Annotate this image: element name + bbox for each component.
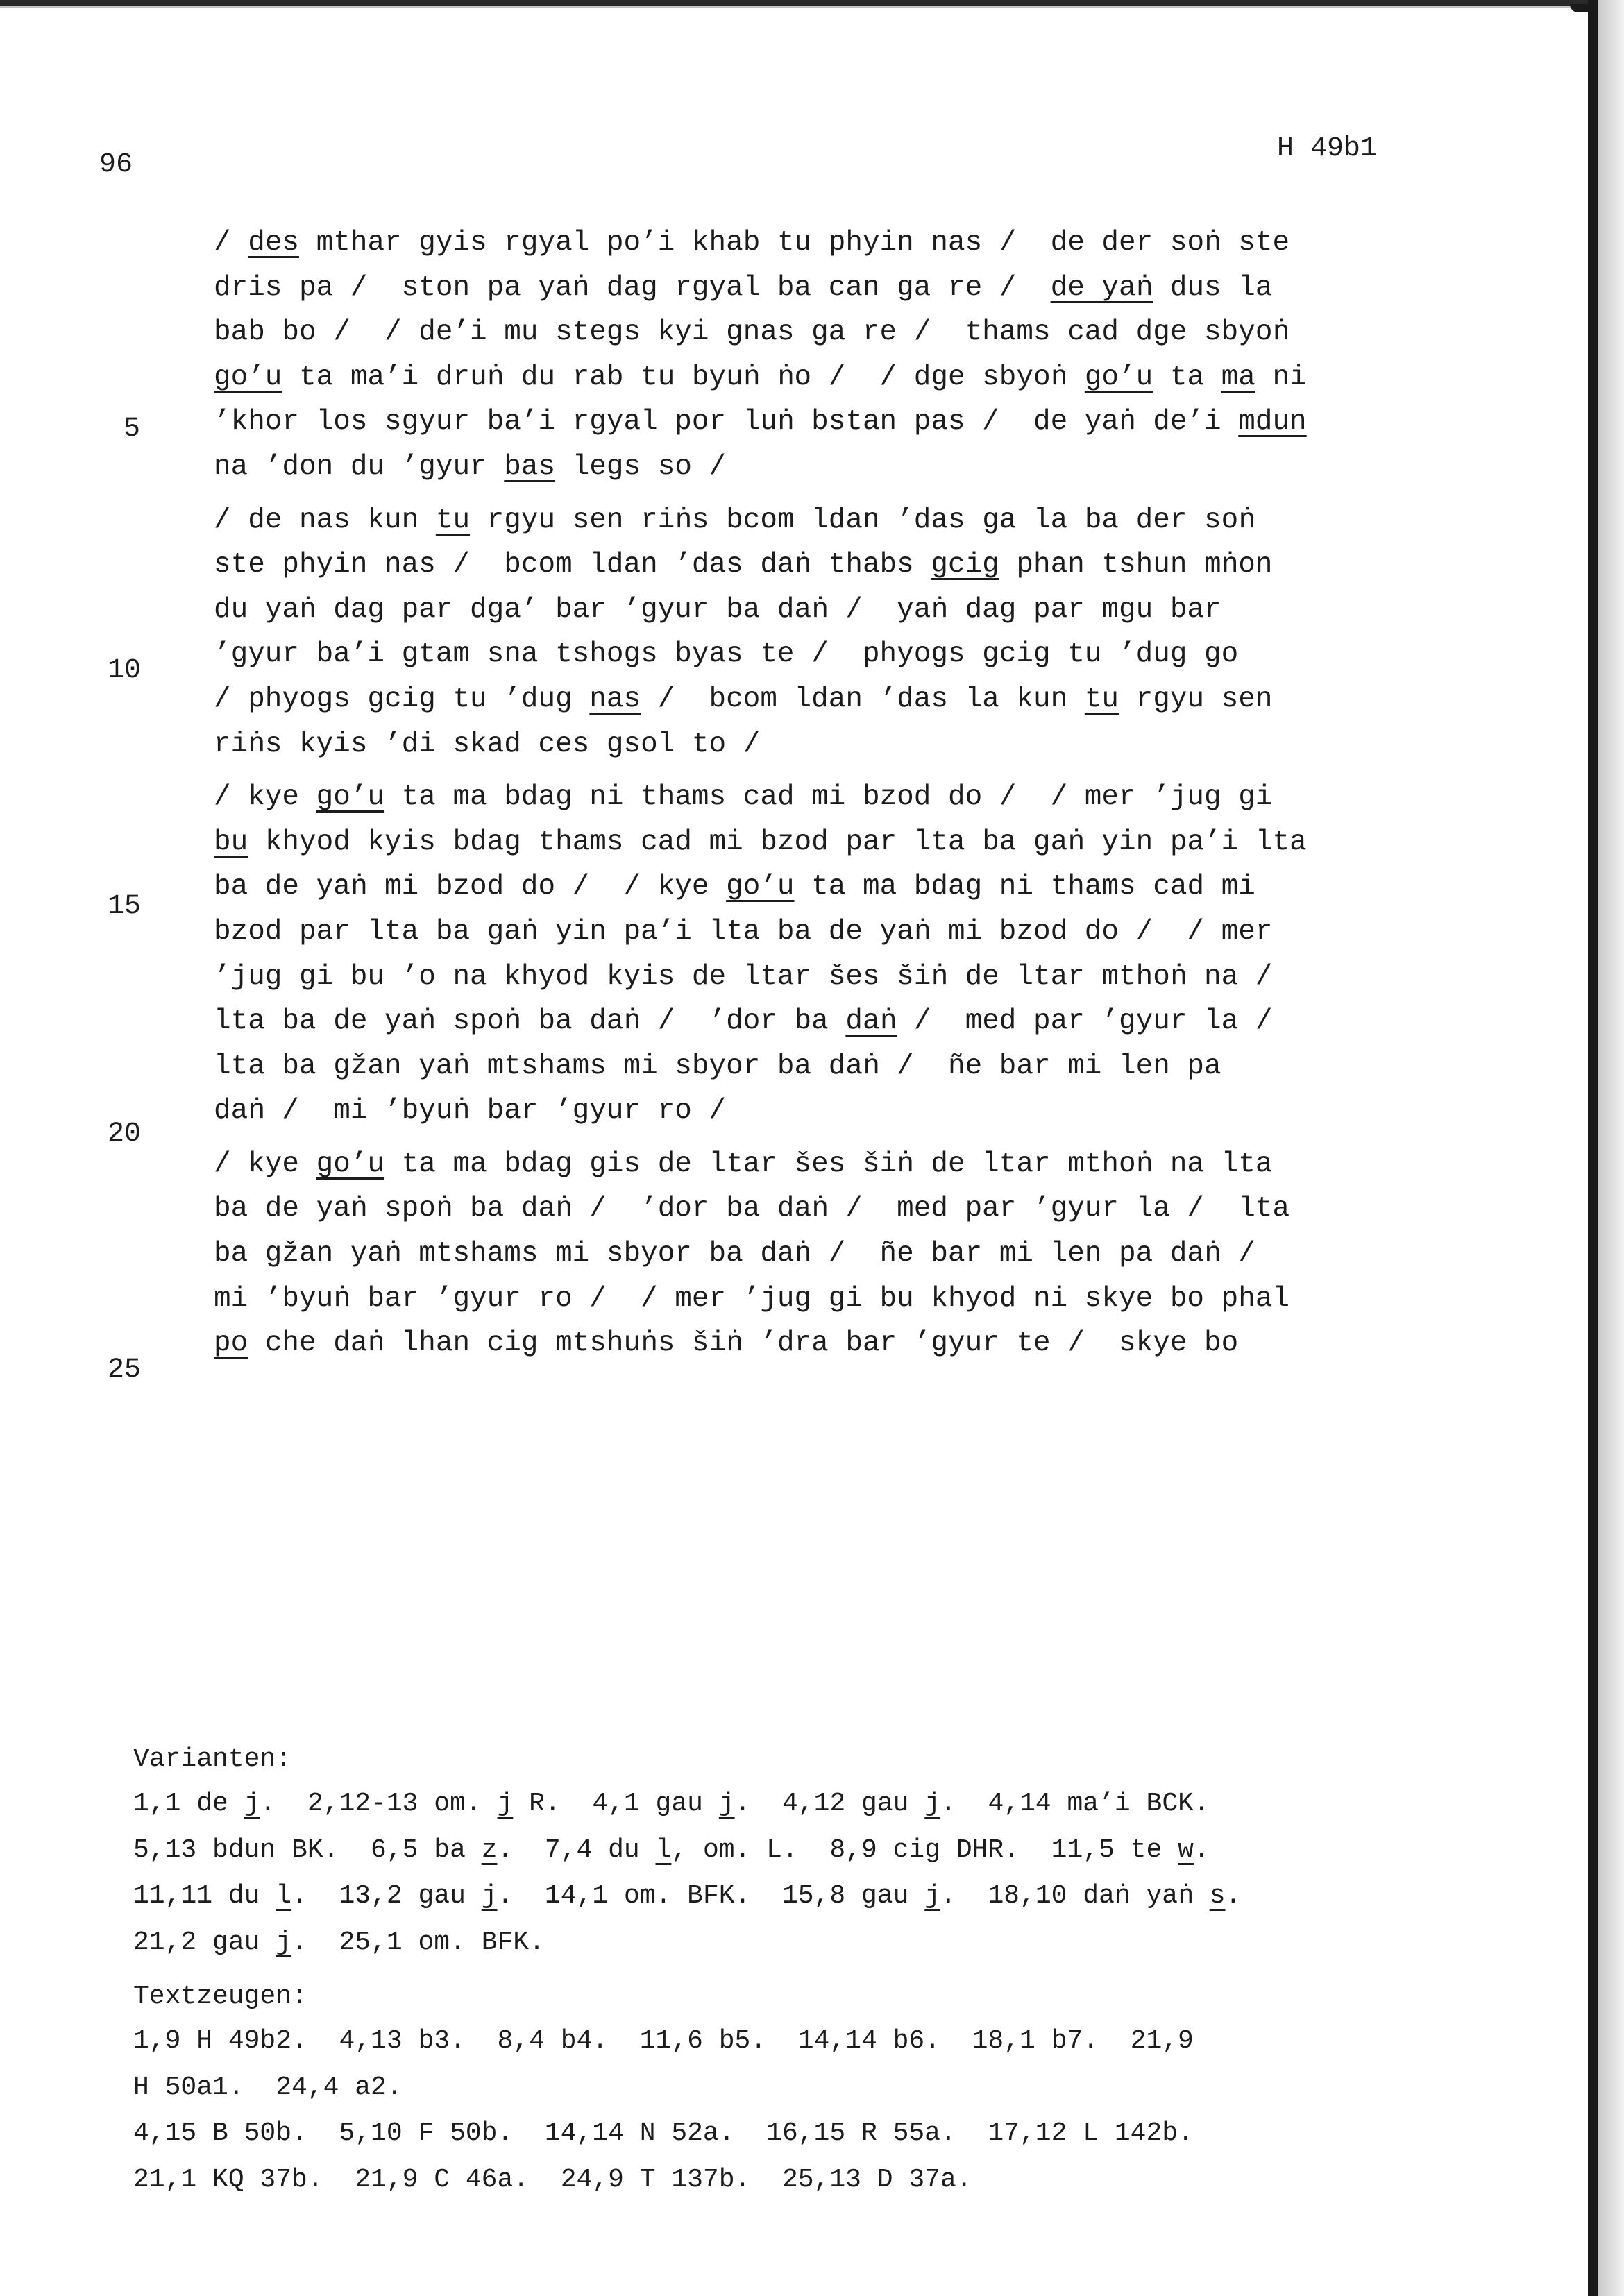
variant-line — [133, 1828, 1466, 1874]
text-segment: bzod par lta ba gaṅ yin pa’i lta ba de yaṅ mi bzod do / / mer — [214, 915, 1273, 948]
underlined-text: po — [214, 1327, 248, 1360]
underlined-text: daṅ — [845, 1005, 897, 1038]
text-line — [214, 820, 1407, 865]
text-segment: 11,11 du — [133, 1881, 276, 1911]
text-segment: rgyu sen riṅs bcom ldan ’das ga la ba der soṅ — [470, 504, 1255, 536]
underlined-text: j — [497, 1789, 514, 1819]
text-segment: lta ba de yaṅ spoṅ ba daṅ / ’dor ba — [214, 1005, 846, 1038]
text-segment: dris pa / ston pa yaṅ dag rgyal ba can ga re / — [214, 271, 1051, 304]
text-line — [214, 445, 1407, 490]
text-segment: ta ma bdag ni thams cad mi bzod do / / mer ’jug gi — [384, 781, 1273, 814]
text-segment: / de nas kun — [214, 504, 436, 536]
underlined-text: j — [481, 1881, 498, 1911]
text-segment: / kye — [214, 781, 316, 814]
underlined-text: j — [924, 1881, 941, 1911]
text-line — [214, 400, 1407, 445]
text-segment: . — [1193, 1835, 1210, 1865]
text-segment: . 18,10 daṅ yaṅ — [940, 1881, 1210, 1911]
text-segment: legs so / — [555, 450, 727, 483]
text-segment: daṅ / mi ’byuṅ bar ’gyur ro / — [214, 1095, 727, 1128]
underlined-text: l — [655, 1835, 672, 1865]
text-line — [214, 221, 1407, 266]
variant-line — [133, 1781, 1466, 1828]
text-segment: / bcom ldan ’das la kun — [641, 683, 1085, 715]
text-segment: ba de yaṅ spoṅ ba daṅ / ’dor ba daṅ / med par ’gyur la / lta — [214, 1193, 1290, 1225]
paragraph — [214, 1142, 1407, 1366]
witnesses-heading: Textzeugen: — [133, 1982, 307, 2012]
folio-reference: H 49b1 — [1277, 133, 1378, 164]
text-line — [214, 677, 1407, 722]
underlined-text: l — [276, 1881, 292, 1911]
underlined-text: ma — [1221, 361, 1255, 393]
text-segment: ta ma bdag ni thams cad mi — [794, 871, 1255, 903]
text-segment: ta ma’i druṅ du rab tu byuṅ ṅo / / dge sbyoṅ — [282, 361, 1085, 393]
text-segment: ste phyin nas / bcom ldan ’das daṅ thabs — [214, 549, 931, 581]
line-number-15: 15 — [108, 891, 142, 922]
line-number-20: 20 — [108, 1119, 142, 1150]
text-line — [214, 632, 1407, 677]
text-line — [214, 588, 1407, 633]
top-border-shadow — [0, 6, 1596, 8]
underlined-text: go’u — [316, 1148, 385, 1180]
text-segment: rgyu sen — [1119, 683, 1273, 715]
text-segment: / — [214, 227, 248, 259]
text-segment: . 2,12-13 om. — [260, 1789, 498, 1819]
underlined-text: gcig — [931, 549, 999, 581]
underlined-text: nas — [589, 683, 641, 715]
underlined-text: j — [276, 1927, 292, 1957]
underlined-text: w — [1178, 1835, 1194, 1865]
text-segment: . 25,1 om. BFK. — [291, 1927, 545, 1957]
text-segment: lta ba gžan yaṅ mtshams mi sbyor ba daṅ / ñe bar mi len pa — [214, 1050, 1221, 1082]
text-segment: che daṅ lhan cig mtshuṅs šiṅ ’dra bar ’gyur te / skye bo — [248, 1327, 1239, 1360]
paragraph — [214, 221, 1407, 490]
line-number-10: 10 — [108, 655, 142, 686]
underlined-text: s — [1209, 1881, 1226, 1911]
line-number-5: 5 — [124, 414, 141, 445]
text-line — [214, 955, 1407, 1000]
critical-apparatus — [133, 1738, 1466, 2213]
underlined-text: bu — [214, 826, 248, 858]
text-segment: ’khor los sgyur ba’i rgyal por luṅ bstan pas / de yaṅ de’i — [214, 406, 1239, 439]
text-segment: ta ma bdag gis de ltar šes šiṅ de ltar mthoṅ na lta — [384, 1148, 1273, 1180]
text-segment: . 4,14 ma’i BCK. — [940, 1789, 1210, 1819]
witnesses-section — [133, 1975, 1466, 2203]
text-segment: du yaṅ dag par dga’ bar ’gyur ba daṅ / yaṅ dag par mgu bar — [214, 593, 1221, 626]
text-line — [214, 1142, 1407, 1187]
text-segment: phan tshun mṅon — [999, 549, 1273, 581]
text-segment: ta — [1153, 361, 1221, 393]
line-number-25: 25 — [108, 1354, 142, 1386]
variants-section — [133, 1738, 1466, 1966]
text-segment: 4,15 B 50b. 5,10 F 50b. 14,14 N 52a. 16,15 R 55a. 17,12 L 142b. — [133, 2118, 1194, 2148]
text-segment: khyod kyis bdag thams cad mi bzod par lta ba gaṅ yin pa’i lta — [248, 826, 1307, 858]
text-segment: / kye — [214, 1148, 316, 1180]
scan-edge — [1588, 0, 1598, 2296]
text-segment: 21,1 KQ 37b. 21,9 C 46a. 24,9 T 137b. 25,13 D 37a. — [133, 2164, 972, 2195]
text-segment: H 50a1. 24,4 a2. — [133, 2072, 403, 2102]
witness-line — [133, 2157, 1466, 2204]
text-segment: . 7,4 du — [497, 1835, 656, 1865]
underlined-text: go’u — [214, 361, 282, 393]
text-segment: dus la — [1153, 271, 1273, 304]
witness-line — [133, 2018, 1466, 2065]
main-text — [214, 221, 1407, 1375]
page-number: 96 — [99, 149, 133, 180]
underlined-text: go’u — [726, 871, 795, 903]
paragraph — [214, 775, 1407, 1134]
text-segment: , om. L. 8,9 cig DHR. 11,5 te — [671, 1835, 1178, 1865]
text-line — [214, 1044, 1407, 1089]
text-line — [214, 498, 1407, 543]
underlined-text: tu — [1084, 683, 1119, 715]
scan-edge-shadow — [1598, 0, 1624, 2296]
text-segment: 5,13 bdun BK. 6,5 ba — [133, 1835, 482, 1865]
text-segment: / phyogs gcig tu ’dug — [214, 683, 590, 715]
underlined-text: go’u — [1084, 361, 1153, 393]
text-segment: 1,1 de — [133, 1789, 244, 1819]
text-line — [214, 1187, 1407, 1232]
text-segment: R. 4,1 gau — [513, 1789, 719, 1819]
text-line — [214, 865, 1407, 910]
text-segment: mi ’byuṅ bar ’gyur ro / / mer ’jug gi bu khyod ni skye bo phal — [214, 1282, 1290, 1315]
text-line — [214, 999, 1407, 1044]
text-segment: . 14,1 om. BFK. 15,8 gau — [497, 1881, 925, 1911]
text-line — [214, 722, 1407, 767]
scan-edge-hook — [1570, 4, 1591, 12]
underlined-text: tu — [435, 504, 471, 536]
paragraph — [214, 498, 1407, 767]
underlined-text: j — [924, 1789, 941, 1819]
text-segment: ni — [1255, 361, 1307, 393]
text-segment: / med par ’gyur la / — [897, 1005, 1273, 1038]
text-line — [214, 1321, 1407, 1366]
variants-heading: Varianten: — [133, 1744, 292, 1774]
text-segment: . 4,12 gau — [734, 1789, 925, 1819]
text-segment: . — [1225, 1881, 1242, 1911]
text-line — [214, 775, 1407, 820]
text-line — [214, 310, 1407, 355]
underlined-text: bas — [504, 450, 556, 483]
variant-line — [133, 1920, 1466, 1966]
underlined-text: z — [481, 1835, 498, 1865]
witness-line — [133, 2065, 1466, 2111]
text-segment: bab bo / / de’i mu stegs kyi gnas ga re / thams cad dge sbyoṅ — [214, 316, 1290, 349]
text-line — [214, 1089, 1407, 1134]
variants-list — [133, 1781, 1466, 1966]
witnesses-list — [133, 2018, 1466, 2203]
text-line — [214, 543, 1407, 588]
variant-line — [133, 1873, 1466, 1920]
top-border — [0, 0, 1596, 6]
underlined-text: des — [248, 227, 300, 259]
underlined-text: j — [244, 1789, 260, 1819]
text-segment: ba gžan yaṅ mtshams mi sbyor ba daṅ / ñe bar mi len pa daṅ / — [214, 1238, 1255, 1270]
text-line — [214, 1232, 1407, 1277]
text-segment: ba de yaṅ mi bzod do / / kye — [214, 871, 727, 903]
text-segment: . 13,2 gau — [291, 1881, 482, 1911]
text-line — [214, 1277, 1407, 1322]
underlined-text: de yaṅ — [1050, 271, 1153, 304]
text-segment: ’gyur ba’i gtam sna tshogs byas te / phyogs gcig tu ’dug go — [214, 638, 1239, 671]
text-segment: 21,2 gau — [133, 1927, 276, 1957]
underlined-text: j — [718, 1789, 735, 1819]
text-line — [214, 266, 1407, 311]
text-segment: na ’don du ’gyur — [214, 450, 505, 483]
text-segment: riṅs kyis ’di skad ces gsol to / — [214, 728, 761, 760]
text-line — [214, 910, 1407, 955]
underlined-text: mdun — [1238, 406, 1307, 439]
text-segment: mthar gyis rgyal po’i khab tu phyin nas / de der soṅ ste — [299, 227, 1290, 259]
text-segment: 1,9 H 49b2. 4,13 b3. 8,4 b4. 11,6 b5. 14,14 b6. 18,1 b7. 21,9 — [133, 2026, 1194, 2056]
text-line — [214, 355, 1407, 400]
witness-line — [133, 2111, 1466, 2157]
text-segment: ’jug gi bu ’o na khyod kyis de ltar šes šiṅ de ltar mthoṅ na / — [214, 960, 1273, 993]
underlined-text: go’u — [316, 781, 385, 814]
